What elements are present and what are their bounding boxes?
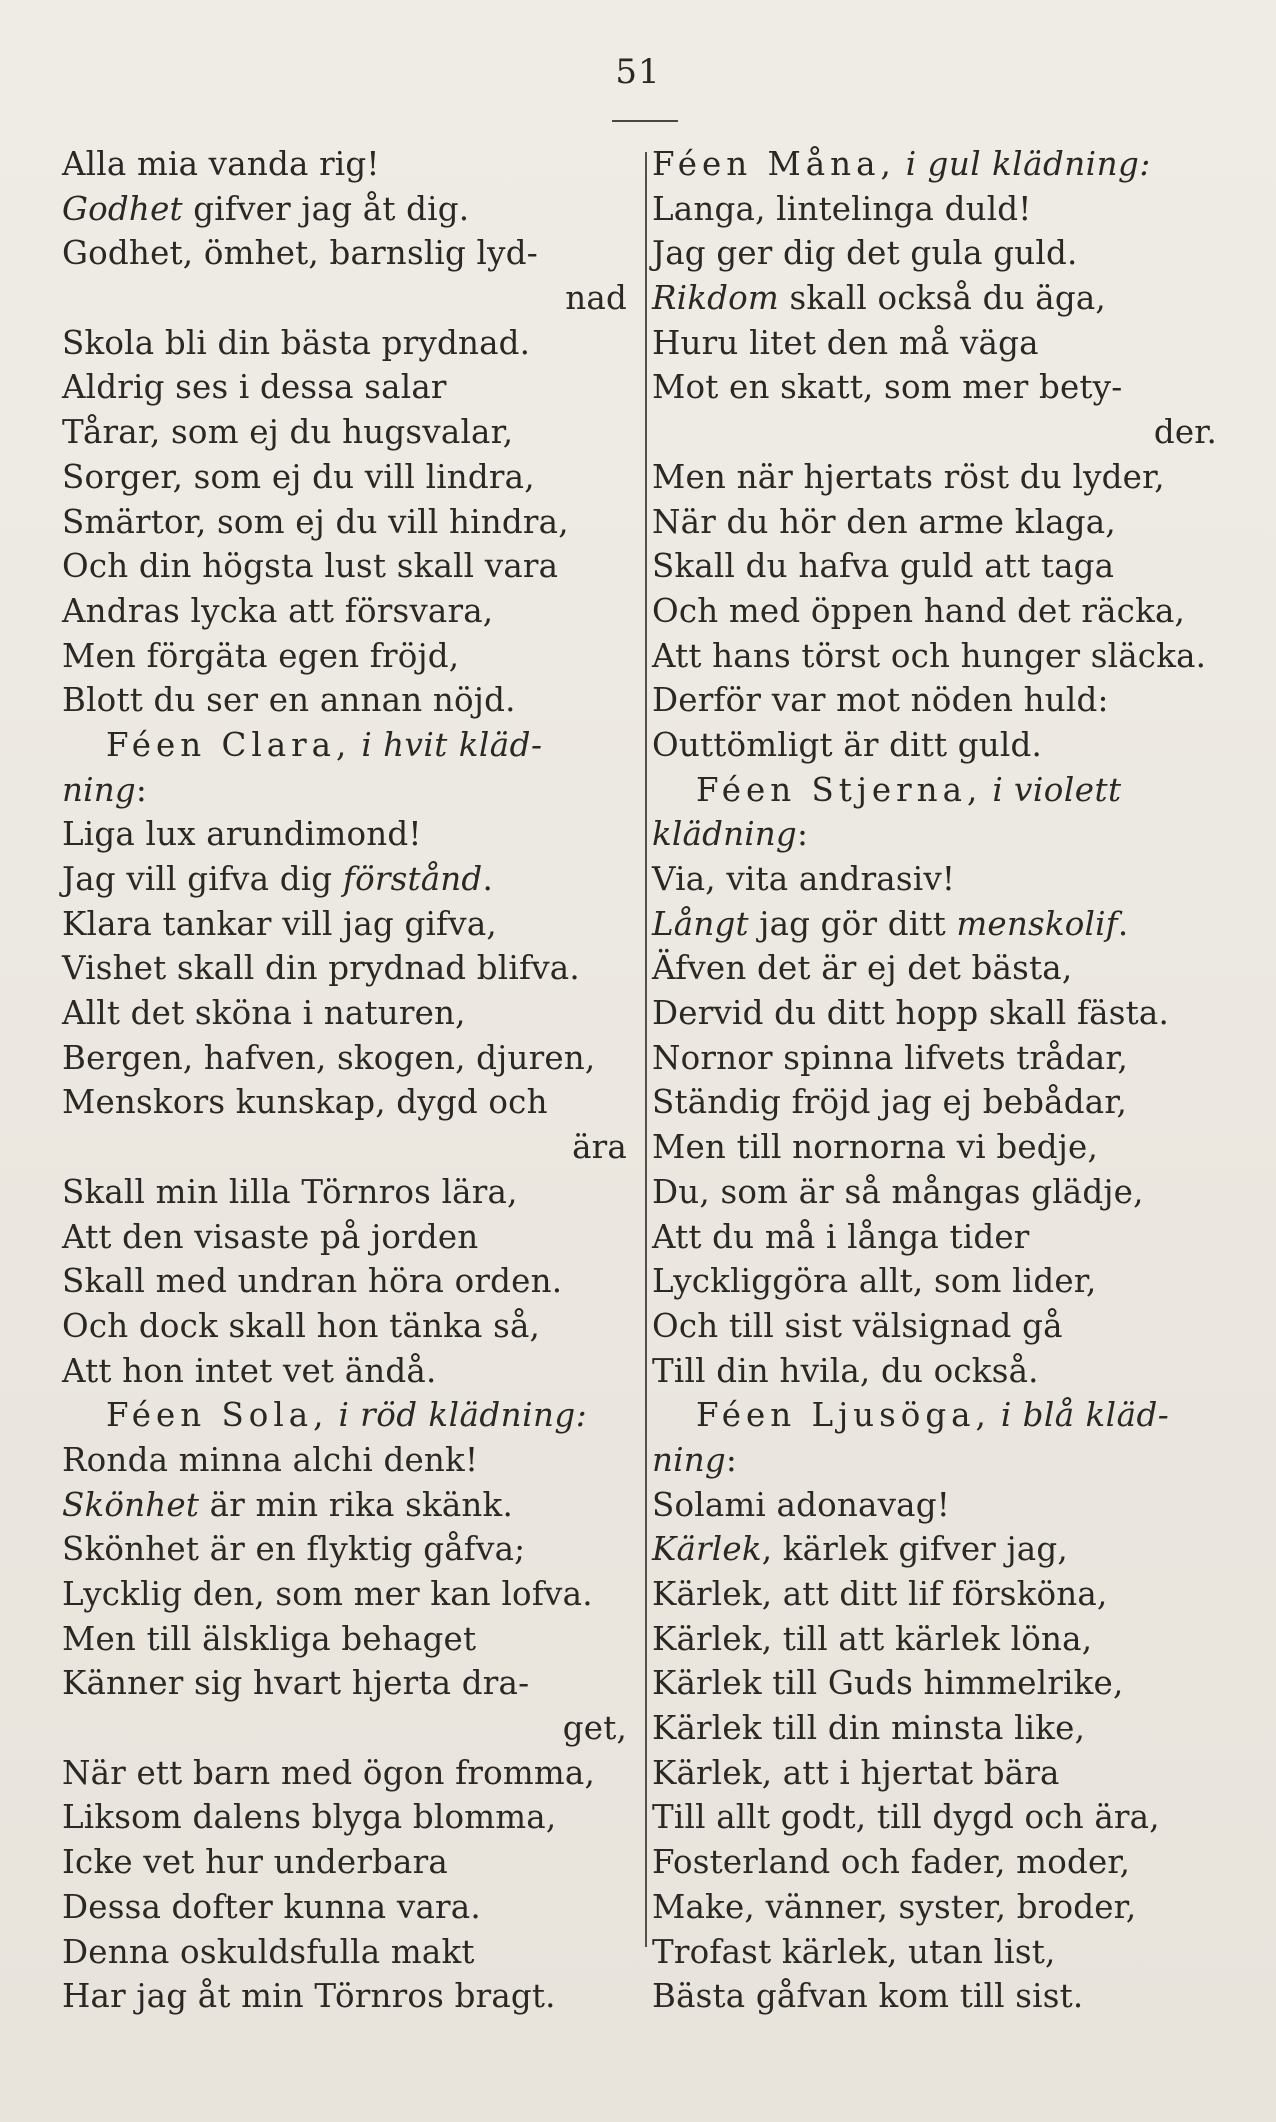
verse-text: Till allt godt, till dygd och ära, <box>652 1798 1160 1837</box>
verse-line <box>652 589 1227 634</box>
verse-text: der. <box>1153 413 1217 452</box>
verse-line <box>62 1438 637 1483</box>
verse-line <box>652 768 1227 813</box>
verse-line <box>652 678 1227 723</box>
verse-text: nad <box>565 279 627 318</box>
verse-line <box>62 1527 637 1572</box>
verse-text: Att hon intet vet ändå. <box>62 1351 437 1390</box>
verse-text: Och till sist välsignad gå <box>652 1306 1063 1345</box>
verse-text: Skall du hafva guld att taga <box>652 547 1115 586</box>
verse-text: Solami adonavag! <box>652 1485 951 1524</box>
verse-text: . <box>1117 904 1129 943</box>
verse-text: : <box>725 1440 738 1479</box>
left-column <box>62 142 637 2019</box>
verse-text: get, <box>562 1709 627 1748</box>
verse-line <box>652 1080 1227 1125</box>
speaker-name: Féen Stjerna, <box>696 770 983 809</box>
verse-line <box>652 1125 1227 1170</box>
header-rule <box>612 120 678 122</box>
verse-line <box>652 276 1227 321</box>
verse-text: Allt det sköna i naturen, <box>62 994 466 1033</box>
verse-text: Kärlek till din minsta like, <box>652 1709 1086 1748</box>
verse-text: Fosterland och fader, moder, <box>652 1843 1131 1882</box>
verse-text: Känner sig hvart hjerta dra- <box>62 1664 530 1703</box>
verse-line <box>62 812 637 857</box>
verse-text: Jag vill gifva dig <box>62 860 343 898</box>
verse-text: Ständig fröjd jag ej bebådar, <box>652 1083 1128 1122</box>
verse-text: Liga lux arundimond! <box>62 815 422 854</box>
verse-text: skall också du äga, <box>778 279 1106 318</box>
verse-line <box>652 902 1227 947</box>
speaker-name: Féen Sola, <box>106 1396 329 1435</box>
verse-text: : <box>135 770 148 809</box>
verse-line <box>62 500 637 545</box>
verse-line <box>62 902 637 947</box>
right-column <box>652 142 1227 2019</box>
verse-text: gifver jag åt dig. <box>182 189 470 228</box>
verse-line <box>652 1885 1227 1930</box>
verse-line <box>62 365 637 410</box>
verse-line <box>652 723 1227 768</box>
verse-text: Smärtor, som ej du vill hindra, <box>62 502 569 541</box>
verse-line <box>652 1751 1227 1796</box>
verse-text: Har jag åt min Törnros bragt. <box>62 1977 556 2016</box>
page-number: 51 <box>615 52 661 92</box>
verse-text: Och din högsta lust skall vara <box>62 547 559 586</box>
verse-line <box>62 857 637 902</box>
emphasis-word: Rikdom <box>652 279 779 318</box>
verse-line <box>652 1527 1227 1572</box>
stage-direction: i gul klädning: <box>905 145 1151 183</box>
verse-line <box>62 1661 637 1706</box>
verse-line <box>62 723 637 768</box>
verse-text: Lyckliggöra allt, som lider, <box>652 1262 1097 1301</box>
verse-text: Langa, lintelinga duld! <box>652 189 1032 228</box>
verse-text: Och med öppen hand det räcka, <box>652 591 1186 630</box>
verse-text: Denna oskuldsfulla makt <box>62 1932 475 1971</box>
verse-line <box>62 946 637 991</box>
verse-line <box>652 1974 1227 2019</box>
verse-text: Men när hjertats röst du lyder, <box>652 457 1165 496</box>
verse-line <box>62 187 637 232</box>
verse-text: Klara tankar vill jag gifva, <box>62 904 497 943</box>
verse-line <box>62 321 637 366</box>
verse-line <box>652 1572 1227 1617</box>
verse-text: Bergen, hafven, skogen, djuren, <box>62 1038 596 1077</box>
verse-text: Men till nornorna vi bedje, <box>652 1128 1099 1167</box>
verse-text: Skall min lilla Törnros lära, <box>62 1172 518 1211</box>
verse-line <box>652 1393 1227 1438</box>
emphasis-word: ning <box>652 1440 726 1479</box>
verse-line <box>62 1930 637 1975</box>
column-divider <box>645 152 647 1947</box>
verse-text: Lycklig den, som mer kan lofva. <box>62 1575 593 1613</box>
verse-text: Godhet, ömhet, barnslig lyd- <box>62 234 538 273</box>
verse-line <box>62 634 637 679</box>
verse-text: Ronda minna alchi denk! <box>62 1440 479 1479</box>
verse-line <box>652 946 1227 991</box>
verse-line <box>652 1259 1227 1304</box>
verse-text: Vishet skall din prydnad blifva. <box>62 949 580 988</box>
verse-text: Icke vet hur underbara <box>62 1843 448 1882</box>
stage-direction: i violett <box>992 770 1122 809</box>
verse-line <box>652 1706 1227 1751</box>
verse-text: Mot en skatt, som mer bety- <box>652 368 1123 407</box>
verse-text: Blott du ser en annan nöjd. <box>62 681 516 720</box>
verse-text: Derför var mot nöden huld: <box>652 681 1109 720</box>
verse-line <box>652 857 1227 902</box>
verse-line <box>62 1215 637 1260</box>
emphasis-word: menskolif <box>956 904 1118 943</box>
verse-text: Andras lycka att försvara, <box>62 591 494 630</box>
verse-line <box>62 455 637 500</box>
verse-line <box>652 142 1227 187</box>
verse-line <box>652 365 1227 410</box>
verse-line <box>62 1393 637 1438</box>
verse-text: Kärlek, att ditt lif försköna, <box>652 1575 1108 1613</box>
verse-text: . <box>482 860 493 898</box>
emphasis-word: Godhet <box>62 189 183 228</box>
verse-line <box>62 1795 637 1840</box>
verse-text: Och dock skall hon tänka så, <box>62 1306 541 1345</box>
verse-line <box>62 1349 637 1394</box>
emphasis-word: klädning <box>652 815 797 854</box>
verse-text: Outtömligt är ditt guld. <box>652 725 1043 764</box>
verse-text: Trofast kärlek, utan list, <box>652 1932 1056 1971</box>
verse-line <box>652 455 1227 500</box>
verse-line <box>62 1617 637 1662</box>
verse-line <box>652 1304 1227 1349</box>
verse-text: Men förgäta egen fröjd, <box>62 636 460 675</box>
verse-line <box>62 544 637 589</box>
verse-line <box>62 589 637 634</box>
verse-line <box>652 321 1227 366</box>
verse-text: Menskors kunskap, dygd och <box>62 1083 548 1122</box>
verse-line <box>62 678 637 723</box>
verse-text: Jag ger dig det gula guld. <box>652 234 1078 273</box>
emphasis-word: ning <box>62 770 136 809</box>
verse-line <box>652 1930 1227 1975</box>
verse-line <box>62 1036 637 1081</box>
verse-text: Alla mia vanda rig! <box>62 145 380 183</box>
verse-text: jag gör ditt <box>748 904 957 943</box>
verse-text: Skönhet är en flyktig gåfva; <box>62 1530 526 1569</box>
verse-line <box>62 1125 637 1170</box>
emphasis-word: Skönhet <box>62 1485 200 1524</box>
verse-text: Du, som är så mångas glädje, <box>652 1172 1144 1211</box>
stage-direction: i röd klädning: <box>338 1396 588 1435</box>
verse-text: , kärlek gifver jag, <box>761 1530 1068 1569</box>
emphasis-word: Kärlek <box>652 1530 762 1569</box>
verse-line <box>652 544 1227 589</box>
verse-text: Liksom dalens blyga blomma, <box>62 1798 557 1837</box>
verse-line <box>652 1840 1227 1885</box>
verse-line <box>652 500 1227 545</box>
emphasis-word: Långt <box>652 904 749 943</box>
verse-text: Make, vänner, syster, broder, <box>652 1887 1137 1926</box>
verse-text: När du hör den arme klaga, <box>652 502 1116 541</box>
verse-line <box>62 142 637 187</box>
verse-line <box>652 1795 1227 1840</box>
verse-text: Till din hvila, du också. <box>652 1351 1039 1390</box>
verse-line <box>652 1438 1227 1483</box>
verse-line <box>62 991 637 1036</box>
verse-text: Aldrig ses i dessa salar <box>62 368 447 407</box>
verse-text: Men till älskliga behaget <box>62 1619 477 1658</box>
verse-line <box>62 1304 637 1349</box>
verse-line <box>62 768 637 813</box>
verse-text: Kärlek, till att kärlek löna, <box>652 1619 1093 1658</box>
verse-text: Via, vita andrasiv! <box>652 860 956 898</box>
verse-line <box>652 187 1227 232</box>
verse-line <box>652 1170 1227 1215</box>
verse-text: Skola bli din bästa prydnad. <box>62 323 531 362</box>
verse-text: Tårar, som ej du hugsvalar, <box>62 413 514 452</box>
verse-line <box>62 1706 637 1751</box>
verse-line <box>652 231 1227 276</box>
verse-text: är min rika skänk. <box>199 1485 513 1524</box>
verse-line <box>62 1974 637 2019</box>
verse-line <box>62 1259 637 1304</box>
verse-line <box>62 1572 637 1617</box>
verse-text: : <box>796 815 809 854</box>
verse-text: ära <box>572 1128 627 1167</box>
verse-text: Dessa dofter kunna vara. <box>62 1887 481 1926</box>
verse-line <box>652 410 1227 455</box>
verse-text: Kärlek till Guds himmelrike, <box>652 1664 1124 1703</box>
verse-text: Huru litet den må väga <box>652 323 1039 362</box>
stage-direction: i hvit kläd- <box>361 725 543 764</box>
verse-line <box>62 1080 637 1125</box>
verse-text: Äfven det är ej det bästa, <box>652 949 1073 988</box>
verse-line <box>62 276 637 321</box>
verse-line <box>62 1751 637 1796</box>
verse-text: Att du må i långa tider <box>652 1217 1030 1256</box>
speaker-name: Féen Måna, <box>652 145 896 183</box>
verse-line <box>62 231 637 276</box>
verse-line <box>62 1885 637 1930</box>
verse-text: Att hans törst och hunger släcka. <box>652 636 1207 675</box>
verse-text: Kärlek, att i hjertat bära <box>652 1753 1060 1792</box>
verse-line <box>652 634 1227 679</box>
verse-text: Att den visaste på jorden <box>62 1217 479 1256</box>
speaker-name: Féen Clara, <box>106 725 352 764</box>
verse-line <box>652 812 1227 857</box>
verse-line <box>62 1483 637 1528</box>
speaker-name: Féen Ljusöga, <box>696 1396 991 1435</box>
verse-line <box>652 1483 1227 1528</box>
verse-line <box>62 1840 637 1885</box>
verse-text: Sorger, som ej du vill lindra, <box>62 457 535 496</box>
verse-line <box>652 1617 1227 1662</box>
verse-line <box>652 1661 1227 1706</box>
verse-line <box>62 1170 637 1215</box>
verse-line <box>652 1215 1227 1260</box>
emphasis-word: förstånd <box>342 860 483 898</box>
stage-direction: i blå kläd- <box>1000 1396 1170 1435</box>
verse-text: Bästa gåfvan kom till sist. <box>652 1977 1084 2016</box>
verse-line <box>652 1036 1227 1081</box>
verse-line <box>652 991 1227 1036</box>
verse-line <box>62 410 637 455</box>
verse-text: När ett barn med ögon fromma, <box>62 1753 596 1792</box>
verse-text: Dervid du ditt hopp skall fästa. <box>652 994 1169 1033</box>
verse-line <box>652 1349 1227 1394</box>
verse-text: Nornor spinna lifvets trådar, <box>652 1038 1129 1077</box>
verse-text: Skall med undran höra orden. <box>62 1262 563 1301</box>
